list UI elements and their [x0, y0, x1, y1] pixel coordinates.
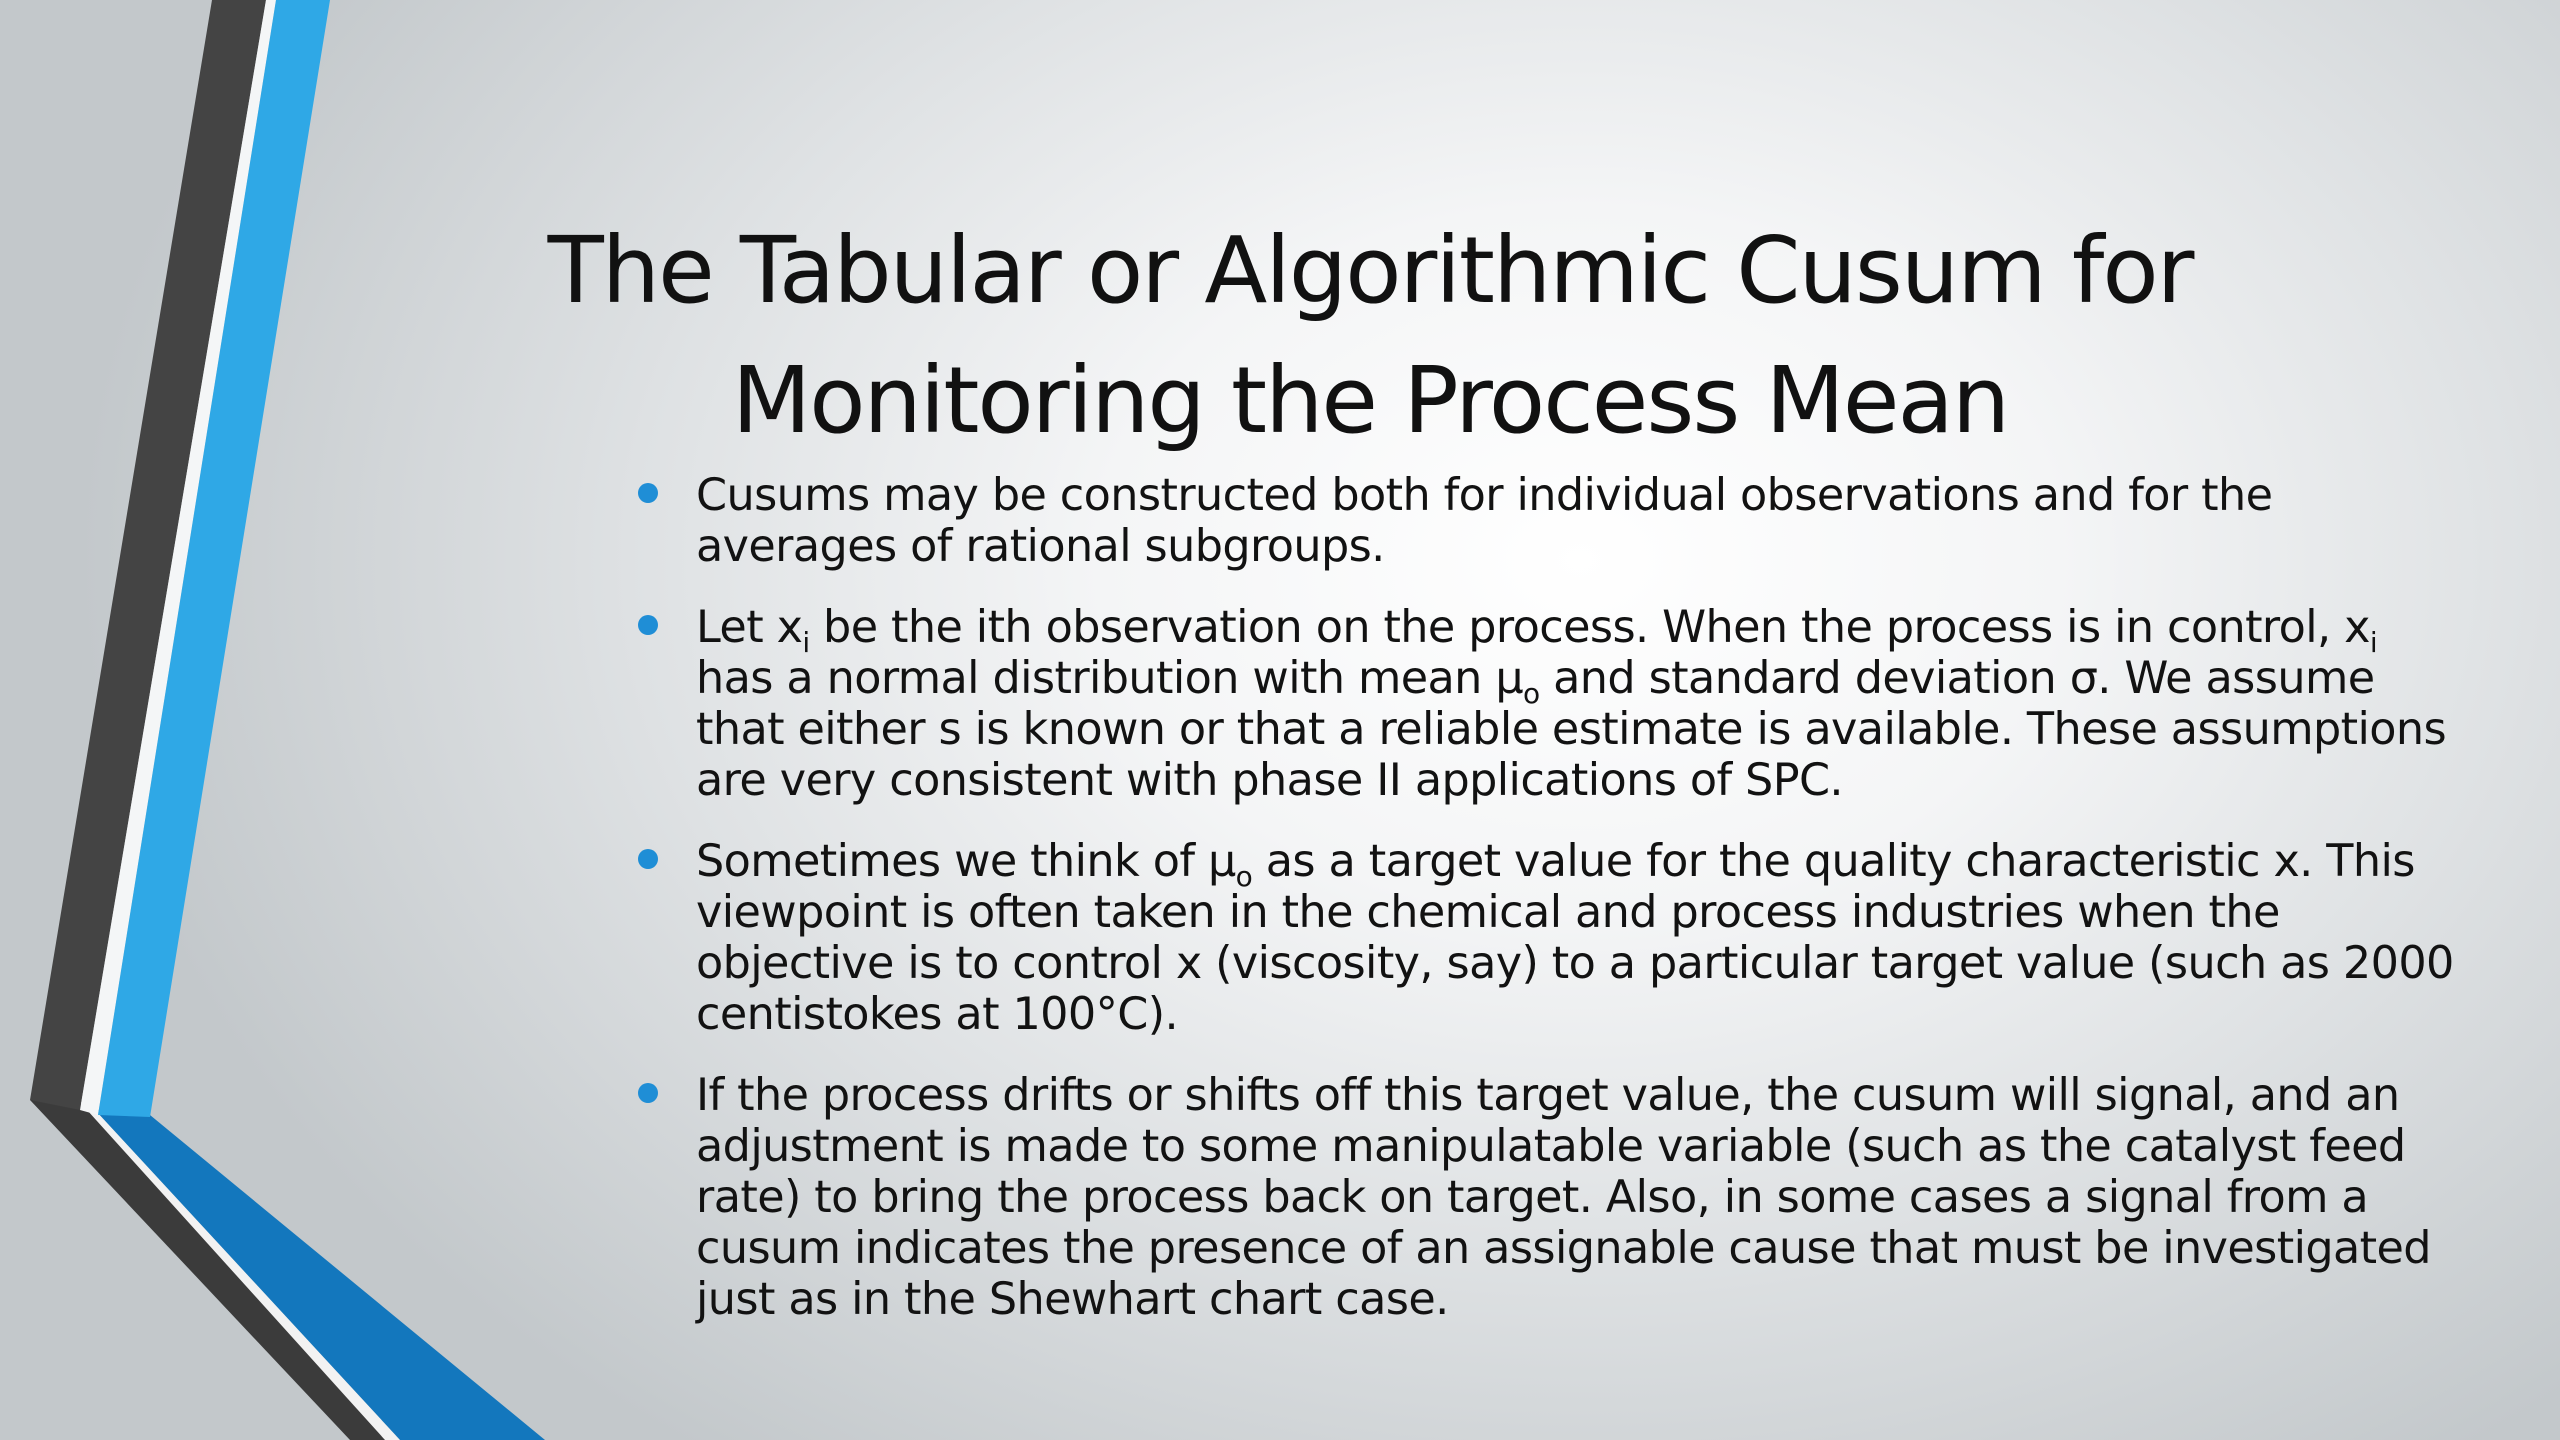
slide-title-line-2: Monitoring the Process Mean [731, 347, 2009, 454]
bullet-list [636, 470, 2456, 1325]
bullet-item-target-value [636, 836, 2456, 1040]
bullet-text: Cusums may be constructed both for individual observations and for the averages of rational subgroups. [696, 470, 2273, 572]
slide-title [470, 206, 2270, 466]
bullet-text-part: be the ith observation on the process. When the process is in control, x [809, 602, 2370, 653]
bullet-dot-icon [638, 1083, 658, 1103]
bullet-text-part: Sometimes we think of μ [696, 836, 1236, 887]
subscript: i [802, 626, 810, 659]
bullet-item-cusum-construction [636, 470, 2456, 572]
white-gap-stripe [78, 1100, 400, 1440]
bullet-item-observation-definition [636, 602, 2456, 806]
bullet-dot-icon [638, 483, 658, 503]
white-separator-stripe [80, 0, 276, 1115]
bullet-text-part: Let x [696, 602, 803, 653]
bullet-text-part: and standard deviation σ. We assume that either s is known or that a reliable estimate is available. These assumptions are very consistent with phase II applications of SPC. [696, 653, 2447, 806]
slide-title-line-1: The Tabular or Algorithmic Cusum for [547, 217, 2193, 324]
subscript: o [1523, 677, 1540, 710]
bullet-text-part: has a normal distribution with mean μ [696, 653, 1524, 704]
bullet-dot-icon [638, 849, 658, 869]
subscript: o [1235, 860, 1253, 893]
bullet-dot-icon [638, 615, 658, 635]
bullet-text-part: as a target value for the quality characteristic x. This viewpoint is often taken in the chemical and process industries when the objective is to control x (viscosity, say) to a particular target value (such as 2000 centistokes at 100°C). [696, 836, 2454, 1040]
bullet-text: If the process drifts or shifts off this target value, the cusum will signal, and an adjustment is made to some manipulatable variable (such as the catalyst feed rate) to bring the process back on target. Also, in some cases a signal from a cusum indicates the presence of an assignable cause that must be investigated just as in the Shewhart chart case. [696, 1070, 2431, 1325]
bullet-item-process-drift [636, 1070, 2456, 1325]
subscript: i [2369, 626, 2378, 659]
